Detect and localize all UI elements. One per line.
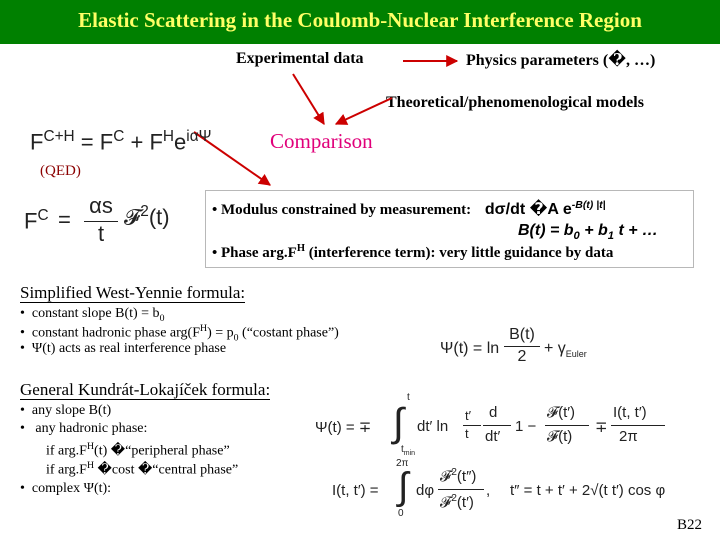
kundrat-subitem-2: if $arg.F^H$ �cost �“central phase”	[46, 460, 239, 478]
arrow-models-to-comparison	[336, 98, 392, 124]
comparison-label: Comparison	[270, 129, 373, 153]
models-label: Theoretical/phenomenological models	[386, 94, 644, 111]
west-yennie-heading: Simplified West-Yennie formula:	[20, 283, 246, 302]
page-number: B22	[677, 517, 703, 533]
kundrat-heading: General Kundrát-Lokajíček formula:	[20, 380, 271, 399]
kundrat-item-3: • complex Ψ(t):	[20, 481, 112, 496]
phase-line: • Phase $arg.F^H$ (interference term): very little guidance by data	[212, 243, 614, 261]
experimental-data-label: Experimental data	[236, 50, 364, 67]
kundrat-subitem-1: if $arg.F^H(t)$ �“peripheral phase”	[46, 441, 230, 459]
west-yennie-item-2: • constant hadronic phase $arg(F^H) = p_0$ (“costant phase”)	[20, 323, 339, 344]
slope-formula: $B(t) = b_0 + b_1$ t + …	[518, 222, 659, 243]
kundrat-item-1: • any slope B(t)	[20, 403, 112, 418]
interference-integral-formula: I(t, t′) = 2π ∫ 0 dφ 𝓕$^2$(t″) 𝓕$^2$(t′) , t″ = t + t′ + 2√(t t′) cos φ	[332, 458, 666, 519]
west-yennie-item-3: • Ψ(t) acts as real interference phase	[20, 341, 227, 356]
west-yennie-formula: Ψ(t) = ln B(t) 2 + $\gamma_{Euler}$	[440, 326, 587, 365]
qed-formula: $F^C$ = αs t 𝓕$^2$(t)	[24, 193, 170, 246]
modulus-line: • Modulus constrained by measurement: dσ/dt �A $e^{-B(t) |t|}$	[212, 199, 606, 218]
kundrat-item-2: • any hadronic phase:	[20, 421, 148, 436]
qed-label: (QED)	[40, 163, 81, 179]
amplitude-formula: $F^{C+H} = F^C + F^He^{i\alpha\Psi}$	[30, 128, 212, 155]
slide-title: Elastic Scattering in the Coulomb-Nuclear Interference Region	[78, 8, 642, 32]
physics-parameters-label: Physics parameters (�, …)	[466, 52, 656, 69]
arrow-exp-to-comparison	[293, 74, 324, 124]
kundrat-formula: Ψ(t) = ∓ ∫ t $t_{min}$ dt′ ln t′ t d dt′ 1 − 𝓕(t′) 𝓕(t) ∓ I(t, t′) 2π	[315, 396, 710, 458]
west-yennie-item-1: • constant slope $B(t) = b_0$	[20, 306, 165, 324]
